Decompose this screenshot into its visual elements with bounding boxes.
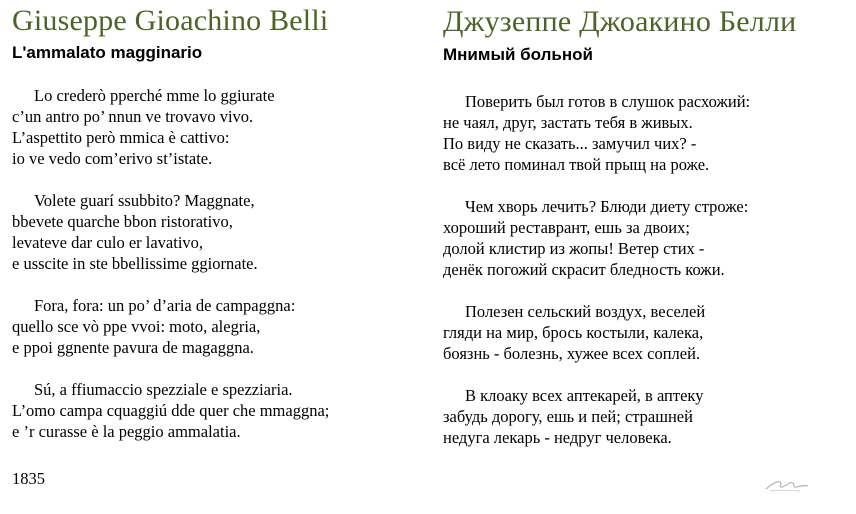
signature-icon bbox=[762, 472, 810, 496]
poem-line: quello sce vò ppe vvoi: moto, alegria, bbox=[12, 317, 261, 336]
poem-line: долой клистир из жопы! Ветер стих - bbox=[443, 239, 705, 258]
poem-year: 1835 bbox=[12, 469, 45, 488]
poem-line: Lo crederò pperché mme lo ggiurate bbox=[34, 86, 275, 105]
poem-line: хороший реставрант, ешь за двоих; bbox=[443, 218, 690, 237]
poem-line: Fora, fora: un po’ d’aria de campaggna: bbox=[34, 296, 296, 315]
poem-line: L’omo campa cquaggiú dde quer che mmaggna; bbox=[12, 401, 330, 420]
poem-line: Полезен сельский воздух, веселей bbox=[465, 302, 706, 321]
poem-line: недуга лекарь - недруг человека. bbox=[443, 428, 672, 447]
poem-line: Чем хворь лечить? Блюди диету строже: bbox=[465, 197, 749, 216]
stanza bbox=[443, 91, 750, 175]
stanza bbox=[443, 385, 750, 448]
poem-line: Sú, a ffiumaccio spezziale e spezziaria. bbox=[34, 380, 293, 399]
stanza bbox=[12, 85, 329, 169]
italian-poem-title: L'ammalato magginario bbox=[12, 43, 203, 62]
poem-line: e ppoi ggnente pavura de magaggna. bbox=[12, 338, 254, 357]
stanza bbox=[12, 379, 329, 442]
poem-line: Поверить был готов в слушок расхожий: bbox=[465, 92, 751, 111]
poem-line: всё лето поминал твой прыщ на роже. bbox=[443, 155, 710, 174]
poem-line: io ve vedo com’erivo st’istate. bbox=[12, 149, 213, 168]
poem-line: В клоаку всех аптекарей, в аптеку bbox=[465, 386, 704, 405]
poem-line: levateve dar culo er lavativo, bbox=[12, 233, 204, 252]
russian-poem-title: Мнимый больной bbox=[443, 45, 593, 64]
poem-line: боязнь - болезнь, хужее всех соплей. bbox=[443, 344, 701, 363]
italian-author-heading: Giuseppe Gioachino Belli bbox=[12, 4, 329, 37]
poem-line: L’aspettito però mmica è cattivo: bbox=[12, 128, 230, 147]
russian-poem bbox=[443, 91, 750, 469]
stanza bbox=[12, 190, 329, 274]
stanza bbox=[443, 301, 750, 364]
poem-line: По виду не сказать... замучил чих? - bbox=[443, 134, 697, 153]
poem-line: гляди на мир, брось костыли, калека, bbox=[443, 323, 704, 342]
poem-line: не чаял, друг, застать тебя в живых. bbox=[443, 113, 693, 132]
poem-line: bbevete quarche bbon ristorativo, bbox=[12, 212, 233, 231]
poem-line: e ’r curasse è la peggio ammalatia. bbox=[12, 422, 241, 441]
poem-line: e usscite in ste bbellissime ggiornate. bbox=[12, 254, 258, 273]
poem-line: Volete guarí ssubbito? Maggnate, bbox=[34, 191, 255, 210]
poem-line: c’un antro po’ nnun ve trovavo vivo. bbox=[12, 107, 254, 126]
stanza bbox=[12, 295, 329, 358]
russian-column bbox=[432, 0, 856, 514]
stanza bbox=[443, 196, 750, 280]
italian-poem bbox=[12, 85, 329, 463]
poem-line: забудь дорогу, ешь и пей; страшней bbox=[443, 407, 693, 426]
russian-author-heading: Джузеппе Джоакино Белли bbox=[443, 5, 797, 38]
poem-line: денёк погожий скрасит бледность кожи. bbox=[443, 260, 725, 279]
